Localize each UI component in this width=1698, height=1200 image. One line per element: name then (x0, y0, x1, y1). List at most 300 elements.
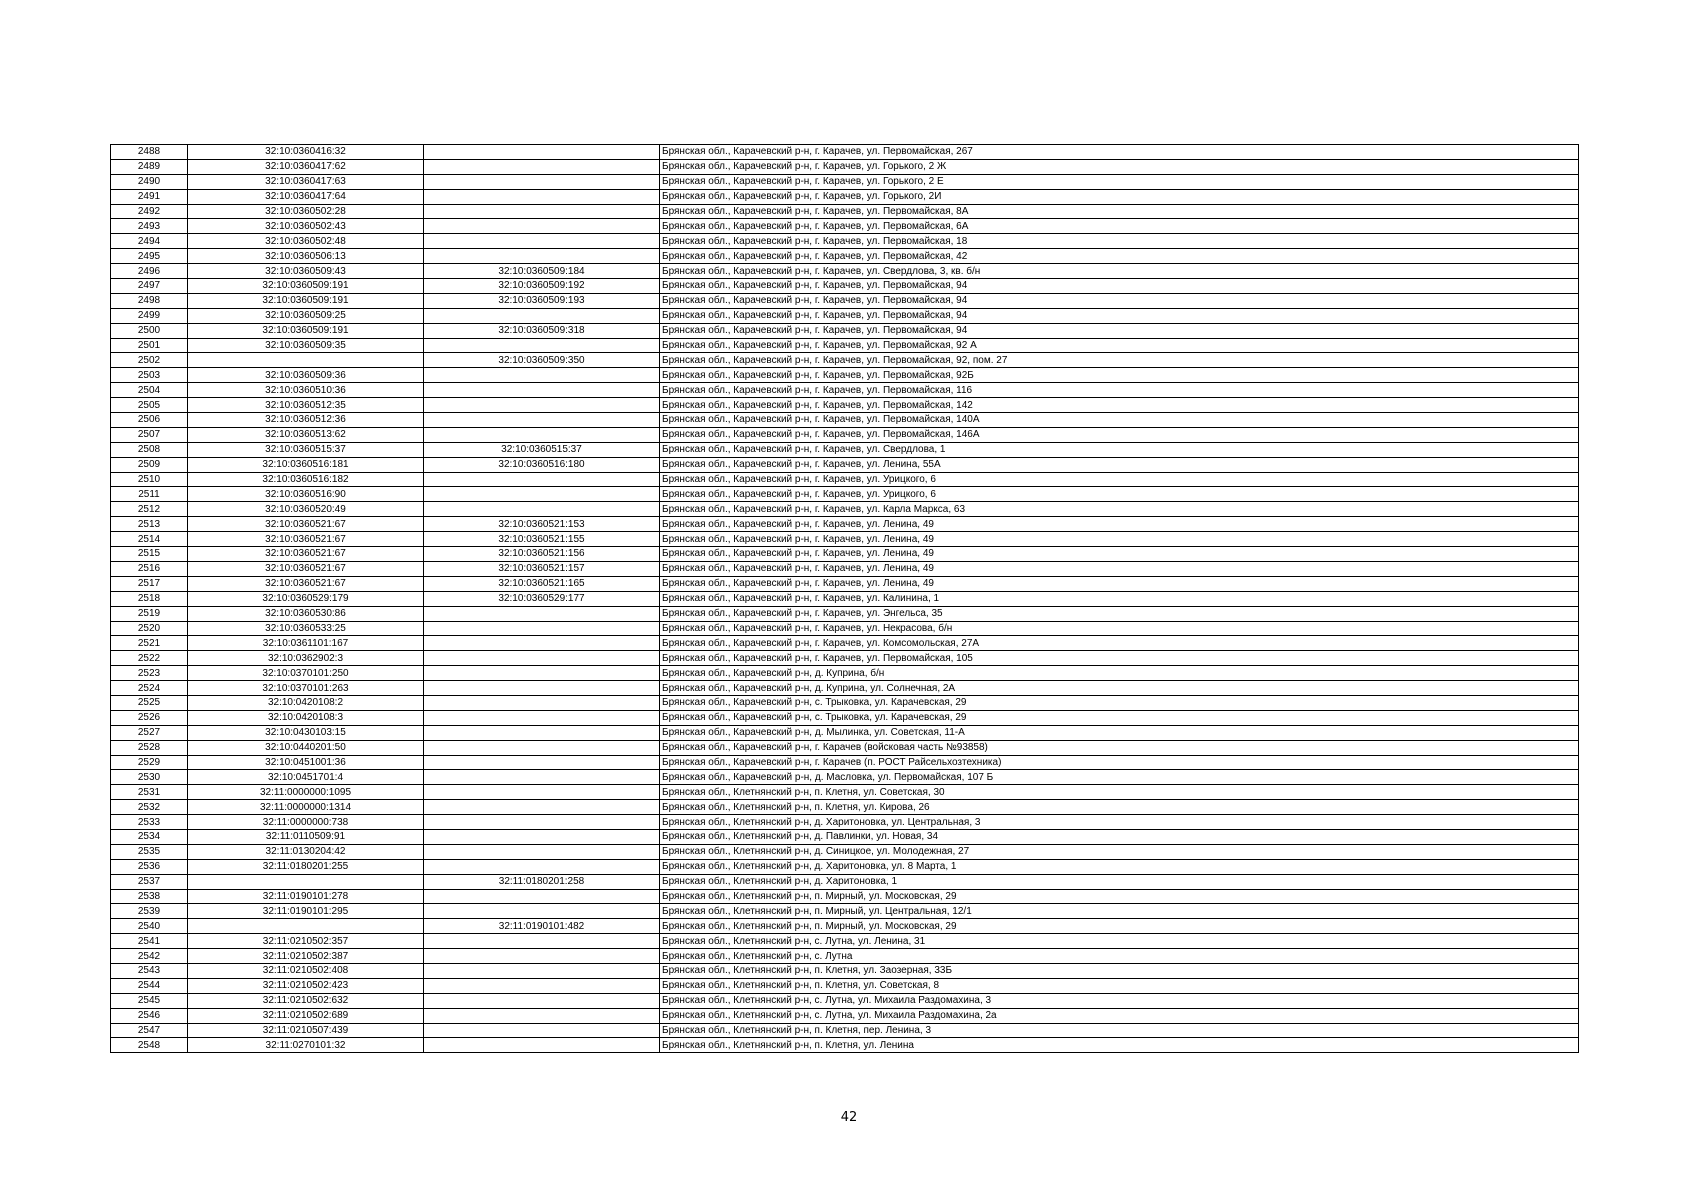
land-cadastral-number-cell: 32:10:0420108:2 (188, 695, 424, 710)
building-cadastral-number-cell (424, 189, 660, 204)
land-cadastral-number-cell: 32:10:0370101:263 (188, 681, 424, 696)
row-number-cell: 2493 (111, 219, 188, 234)
land-cadastral-number-cell: 32:10:0440201:50 (188, 740, 424, 755)
row-number-cell: 2539 (111, 904, 188, 919)
row-number-cell: 2543 (111, 963, 188, 978)
address-cell: Брянская обл., Карачевский р-н, г. Карачев, ул. Первомайская, 94 (660, 293, 1579, 308)
building-cadastral-number-cell (424, 785, 660, 800)
address-cell: Брянская обл., Клетнянский р-н, д. Харитоновка, ул. 8 Марта, 1 (660, 859, 1579, 874)
row-number-cell: 2535 (111, 844, 188, 859)
address-cell: Брянская обл., Карачевский р-н, г. Карачев, ул. Горького, 2И (660, 189, 1579, 204)
building-cadastral-number-cell: 32:10:0360509:184 (424, 264, 660, 279)
building-cadastral-number-cell (424, 145, 660, 160)
row-number-cell: 2506 (111, 413, 188, 428)
row-number-cell: 2530 (111, 770, 188, 785)
table-row (111, 651, 1579, 666)
row-number-cell: 2544 (111, 978, 188, 993)
address-cell: Брянская обл., Карачевский р-н, г. Карачев, ул. Первомайская, 94 (660, 308, 1579, 323)
table-row (111, 978, 1579, 993)
land-cadastral-number-cell: 32:11:0270101:32 (188, 1038, 424, 1053)
table-row (111, 413, 1579, 428)
building-cadastral-number-cell: 32:10:0360515:37 (424, 442, 660, 457)
table-row (111, 1038, 1579, 1053)
land-cadastral-number-cell: 32:11:0190101:278 (188, 889, 424, 904)
table-row (111, 904, 1579, 919)
table-row (111, 457, 1579, 472)
row-number-cell: 2526 (111, 710, 188, 725)
row-number-cell: 2546 (111, 1008, 188, 1023)
building-cadastral-number-cell (424, 1008, 660, 1023)
row-number-cell: 2524 (111, 681, 188, 696)
row-number-cell: 2518 (111, 591, 188, 606)
row-number-cell: 2517 (111, 576, 188, 591)
table-row (111, 963, 1579, 978)
address-cell: Брянская обл., Карачевский р-н, г. Карачев, ул. Урицкого, 6 (660, 487, 1579, 502)
row-number-cell: 2511 (111, 487, 188, 502)
table-row (111, 383, 1579, 398)
row-number-cell: 2490 (111, 174, 188, 189)
land-cadastral-number-cell: 32:10:0360533:25 (188, 621, 424, 636)
building-cadastral-number-cell (424, 934, 660, 949)
row-number-cell: 2491 (111, 189, 188, 204)
land-cadastral-number-cell: 32:10:0360509:25 (188, 308, 424, 323)
building-cadastral-number-cell (424, 636, 660, 651)
table-row (111, 934, 1579, 949)
building-cadastral-number-cell: 32:10:0360521:153 (424, 517, 660, 532)
table-row (111, 145, 1579, 160)
table-row (111, 293, 1579, 308)
table-row (111, 249, 1579, 264)
row-number-cell: 2501 (111, 338, 188, 353)
building-cadastral-number-cell: 32:10:0360521:155 (424, 532, 660, 547)
land-cadastral-number-cell: 32:10:0360521:67 (188, 547, 424, 562)
page-number: 42 (840, 1110, 858, 1125)
building-cadastral-number-cell: 32:10:0360521:156 (424, 547, 660, 562)
land-cadastral-number-cell: 32:10:0360509:35 (188, 338, 424, 353)
row-number-cell: 2500 (111, 323, 188, 338)
land-cadastral-number-cell: 32:10:0360506:13 (188, 249, 424, 264)
land-cadastral-number-cell: 32:10:0360516:181 (188, 457, 424, 472)
table-row (111, 576, 1579, 591)
row-number-cell: 2534 (111, 829, 188, 844)
row-number-cell: 2497 (111, 279, 188, 294)
row-number-cell: 2527 (111, 725, 188, 740)
address-cell: Брянская обл., Карачевский р-н, г. Карачев, ул. Первомайская, 142 (660, 398, 1579, 413)
land-cadastral-number-cell (188, 919, 424, 934)
address-cell: Брянская обл., Карачевский р-н, г. Карачев, ул. Ленина, 49 (660, 576, 1579, 591)
row-number-cell: 2529 (111, 755, 188, 770)
land-cadastral-number-cell: 32:10:0360530:86 (188, 606, 424, 621)
land-cadastral-number-cell: 32:11:0000000:1314 (188, 800, 424, 815)
table-row (111, 844, 1579, 859)
address-cell: Брянская обл., Карачевский р-н, г. Карачев, ул. Ленина, 55А (660, 457, 1579, 472)
building-cadastral-number-cell (424, 815, 660, 830)
table-row (111, 949, 1579, 964)
table-row (111, 532, 1579, 547)
land-cadastral-number-cell: 32:10:0360510:36 (188, 383, 424, 398)
address-cell: Брянская обл., Карачевский р-н, г. Карачев, ул. Урицкого, 6 (660, 472, 1579, 487)
address-cell: Брянская обл., Клетнянский р-н, п. Клетня, ул. Советская, 8 (660, 978, 1579, 993)
row-number-cell: 2541 (111, 934, 188, 949)
table-row (111, 621, 1579, 636)
table-row (111, 874, 1579, 889)
address-cell: Брянская обл., Карачевский р-н, г. Карачев, ул. Первомайская, 146А (660, 427, 1579, 442)
registry-table (110, 144, 1579, 1053)
land-cadastral-number-cell: 32:10:0360521:67 (188, 517, 424, 532)
building-cadastral-number-cell (424, 963, 660, 978)
table-row (111, 710, 1579, 725)
address-cell: Брянская обл., Клетнянский р-н, д. Харитоновка, 1 (660, 874, 1579, 889)
table-row (111, 1008, 1579, 1023)
row-number-cell: 2499 (111, 308, 188, 323)
row-number-cell: 2542 (111, 949, 188, 964)
table-row (111, 740, 1579, 755)
land-cadastral-number-cell: 32:11:0110509:91 (188, 829, 424, 844)
building-cadastral-number-cell: 32:10:0360521:157 (424, 561, 660, 576)
building-cadastral-number-cell (424, 308, 660, 323)
table-row (111, 204, 1579, 219)
row-number-cell: 2537 (111, 874, 188, 889)
building-cadastral-number-cell (424, 204, 660, 219)
row-number-cell: 2507 (111, 427, 188, 442)
building-cadastral-number-cell: 32:10:0360509:192 (424, 279, 660, 294)
building-cadastral-number-cell (424, 159, 660, 174)
table-row (111, 472, 1579, 487)
land-cadastral-number-cell: 32:10:0430103:15 (188, 725, 424, 740)
address-cell: Брянская обл., Карачевский р-н, г. Карачев (войсковая часть №93858) (660, 740, 1579, 755)
building-cadastral-number-cell (424, 770, 660, 785)
land-cadastral-number-cell: 32:10:0360417:64 (188, 189, 424, 204)
land-cadastral-number-cell: 32:10:0360516:182 (188, 472, 424, 487)
land-cadastral-number-cell (188, 353, 424, 368)
table-row (111, 859, 1579, 874)
row-number-cell: 2520 (111, 621, 188, 636)
land-cadastral-number-cell: 32:10:0360509:191 (188, 323, 424, 338)
row-number-cell: 2548 (111, 1038, 188, 1053)
row-number-cell: 2505 (111, 398, 188, 413)
address-cell: Брянская обл., Карачевский р-н, г. Карачев, ул. Первомайская, 116 (660, 383, 1579, 398)
building-cadastral-number-cell (424, 740, 660, 755)
address-cell: Брянская обл., Клетнянский р-н, п. Клетня, ул. Заозерная, 33Б (660, 963, 1579, 978)
table-row (111, 159, 1579, 174)
address-cell: Брянская обл., Клетнянский р-н, с. Лутна (660, 949, 1579, 964)
land-cadastral-number-cell: 32:10:0360513:62 (188, 427, 424, 442)
row-number-cell: 2519 (111, 606, 188, 621)
address-cell: Брянская обл., Карачевский р-н, д. Мылинка, ул. Советская, 11-А (660, 725, 1579, 740)
table-row (111, 591, 1579, 606)
building-cadastral-number-cell: 32:11:0190101:482 (424, 919, 660, 934)
address-cell: Брянская обл., Карачевский р-н, г. Карачев, ул. Первомайская, 42 (660, 249, 1579, 264)
building-cadastral-number-cell (424, 219, 660, 234)
row-number-cell: 2492 (111, 204, 188, 219)
address-cell: Брянская обл., Клетнянский р-н, п. Мирный, ул. Центральная, 12/1 (660, 904, 1579, 919)
row-number-cell: 2504 (111, 383, 188, 398)
row-number-cell: 2545 (111, 993, 188, 1008)
address-cell: Брянская обл., Клетнянский р-н, с. Лутна, ул. Михаила Раздомахина, 3 (660, 993, 1579, 1008)
building-cadastral-number-cell (424, 681, 660, 696)
building-cadastral-number-cell (424, 1038, 660, 1053)
table-row (111, 606, 1579, 621)
row-number-cell: 2508 (111, 442, 188, 457)
land-cadastral-number-cell: 32:10:0360509:191 (188, 293, 424, 308)
row-number-cell: 2533 (111, 815, 188, 830)
table-row (111, 800, 1579, 815)
table-row (111, 279, 1579, 294)
address-cell: Брянская обл., Карачевский р-н, г. Карачев, ул. Первомайская, 267 (660, 145, 1579, 160)
building-cadastral-number-cell (424, 234, 660, 249)
table-row (111, 174, 1579, 189)
building-cadastral-number-cell: 32:11:0180201:258 (424, 874, 660, 889)
address-cell: Брянская обл., Клетнянский р-н, п. Клетня, ул. Кирова, 26 (660, 800, 1579, 815)
row-number-cell: 2516 (111, 561, 188, 576)
table-row (111, 770, 1579, 785)
building-cadastral-number-cell: 32:10:0360509:350 (424, 353, 660, 368)
address-cell: Брянская обл., Клетнянский р-н, д. Харитоновка, ул. Центральная, 3 (660, 815, 1579, 830)
land-cadastral-number-cell: 32:10:0360417:62 (188, 159, 424, 174)
table-row (111, 889, 1579, 904)
row-number-cell: 2528 (111, 740, 188, 755)
building-cadastral-number-cell (424, 487, 660, 502)
land-cadastral-number-cell: 32:11:0130204:42 (188, 844, 424, 859)
land-cadastral-number-cell: 32:11:0000000:738 (188, 815, 424, 830)
table-row (111, 636, 1579, 651)
table-row (111, 695, 1579, 710)
row-number-cell: 2495 (111, 249, 188, 264)
land-cadastral-number-cell: 32:10:0360512:36 (188, 413, 424, 428)
building-cadastral-number-cell (424, 651, 660, 666)
table-row (111, 308, 1579, 323)
address-cell: Брянская обл., Карачевский р-н, г. Карачев, ул. Первомайская, 6А (660, 219, 1579, 234)
address-cell: Брянская обл., Карачевский р-н, г. Карачев, ул. Первомайская, 105 (660, 651, 1579, 666)
building-cadastral-number-cell (424, 472, 660, 487)
table-row (111, 561, 1579, 576)
address-cell: Брянская обл., Карачевский р-н, г. Карачев, ул. Первомайская, 92Б (660, 368, 1579, 383)
land-cadastral-number-cell: 32:10:0360416:32 (188, 145, 424, 160)
table-row (111, 189, 1579, 204)
address-cell: Брянская обл., Карачевский р-н, с. Трыковка, ул. Карачевская, 29 (660, 710, 1579, 725)
address-cell: Брянская обл., Карачевский р-н, г. Карачев, ул. Свердлова, 3, кв. б/н (660, 264, 1579, 279)
row-number-cell: 2498 (111, 293, 188, 308)
row-number-cell: 2503 (111, 368, 188, 383)
row-number-cell: 2509 (111, 457, 188, 472)
land-cadastral-number-cell: 32:10:0451001:36 (188, 755, 424, 770)
land-cadastral-number-cell: 32:11:0210507:439 (188, 1023, 424, 1038)
table-row (111, 338, 1579, 353)
land-cadastral-number-cell: 32:10:0360512:35 (188, 398, 424, 413)
land-cadastral-number-cell: 32:11:0210502:387 (188, 949, 424, 964)
address-cell: Брянская обл., Карачевский р-н, г. Карачев, ул. Первомайская, 94 (660, 323, 1579, 338)
row-number-cell: 2547 (111, 1023, 188, 1038)
row-number-cell: 2496 (111, 264, 188, 279)
land-cadastral-number-cell: 32:11:0210502:689 (188, 1008, 424, 1023)
address-cell: Брянская обл., Карачевский р-н, г. Карачев, ул. Ленина, 49 (660, 547, 1579, 562)
land-cadastral-number-cell: 32:10:0360509:43 (188, 264, 424, 279)
row-number-cell: 2510 (111, 472, 188, 487)
building-cadastral-number-cell (424, 398, 660, 413)
table-row (111, 666, 1579, 681)
building-cadastral-number-cell (424, 368, 660, 383)
table-row (111, 517, 1579, 532)
address-cell: Брянская обл., Карачевский р-н, г. Карачев, ул. Горького, 2 Ж (660, 159, 1579, 174)
table-row (111, 323, 1579, 338)
building-cadastral-number-cell (424, 755, 660, 770)
row-number-cell: 2538 (111, 889, 188, 904)
row-number-cell: 2515 (111, 547, 188, 562)
table-row (111, 398, 1579, 413)
row-number-cell: 2502 (111, 353, 188, 368)
building-cadastral-number-cell (424, 666, 660, 681)
address-cell: Брянская обл., Клетнянский р-н, п. Клетня, ул. Советская, 30 (660, 785, 1579, 800)
land-cadastral-number-cell: 32:11:0180201:255 (188, 859, 424, 874)
address-cell: Брянская обл., Карачевский р-н, д. Куприна, ул. Солнечная, 2А (660, 681, 1579, 696)
land-cadastral-number-cell: 32:10:0360509:191 (188, 279, 424, 294)
address-cell: Брянская обл., Карачевский р-н, г. Карачев, ул. Первомайская, 92 А (660, 338, 1579, 353)
address-cell: Брянская обл., Карачевский р-н, г. Карачев, ул. Первомайская, 94 (660, 279, 1579, 294)
land-cadastral-number-cell: 32:10:0360520:49 (188, 502, 424, 517)
building-cadastral-number-cell (424, 413, 660, 428)
building-cadastral-number-cell (424, 338, 660, 353)
address-cell: Брянская обл., Карачевский р-н, г. Карачев, ул. Карла Маркса, 63 (660, 502, 1579, 517)
row-number-cell: 2532 (111, 800, 188, 815)
address-cell: Брянская обл., Карачевский р-н, г. Карачев, ул. Калинина, 1 (660, 591, 1579, 606)
land-cadastral-number-cell: 32:10:0360516:90 (188, 487, 424, 502)
land-cadastral-number-cell: 32:10:0360502:48 (188, 234, 424, 249)
table-row (111, 829, 1579, 844)
address-cell: Брянская обл., Клетнянский р-н, п. Клетня, пер. Ленина, 3 (660, 1023, 1579, 1038)
row-number-cell: 2514 (111, 532, 188, 547)
building-cadastral-number-cell (424, 427, 660, 442)
address-cell: Брянская обл., Карачевский р-н, г. Карачев, ул. Свердлова, 1 (660, 442, 1579, 457)
address-cell: Брянская обл., Карачевский р-н, г. Карачев, ул. Ленина, 49 (660, 532, 1579, 547)
address-cell: Брянская обл., Карачевский р-н, г. Карачев (п. РОСТ Райсельхозтехника) (660, 755, 1579, 770)
address-cell: Брянская обл., Клетнянский р-н, с. Лутна, ул. Михаила Раздомахина, 2а (660, 1008, 1579, 1023)
row-number-cell: 2522 (111, 651, 188, 666)
building-cadastral-number-cell (424, 844, 660, 859)
building-cadastral-number-cell (424, 993, 660, 1008)
building-cadastral-number-cell (424, 710, 660, 725)
table-row (111, 755, 1579, 770)
table-row (111, 993, 1579, 1008)
land-cadastral-number-cell: 32:10:0360515:37 (188, 442, 424, 457)
building-cadastral-number-cell (424, 904, 660, 919)
building-cadastral-number-cell: 32:10:0360516:180 (424, 457, 660, 472)
address-cell: Брянская обл., Карачевский р-н, д. Масловка, ул. Первомайская, 107 Б (660, 770, 1579, 785)
address-cell: Брянская обл., Карачевский р-н, г. Карачев, ул. Первомайская, 92, пом. 27 (660, 353, 1579, 368)
land-cadastral-number-cell: 32:11:0190101:295 (188, 904, 424, 919)
building-cadastral-number-cell: 32:10:0360529:177 (424, 591, 660, 606)
building-cadastral-number-cell (424, 978, 660, 993)
address-cell: Брянская обл., Клетнянский р-н, д. Павлинки, ул. Новая, 34 (660, 829, 1579, 844)
address-cell: Брянская обл., Карачевский р-н, г. Карачев, ул. Горького, 2 Е (660, 174, 1579, 189)
land-cadastral-number-cell: 32:10:0360521:67 (188, 532, 424, 547)
address-cell: Брянская обл., Клетнянский р-н, д. Синицкое, ул. Молодежная, 27 (660, 844, 1579, 859)
row-number-cell: 2488 (111, 145, 188, 160)
table-row (111, 264, 1579, 279)
table-row (111, 919, 1579, 934)
building-cadastral-number-cell (424, 502, 660, 517)
address-cell: Брянская обл., Клетнянский р-н, п. Клетня, ул. Ленина (660, 1038, 1579, 1053)
table-row (111, 502, 1579, 517)
address-cell: Брянская обл., Клетнянский р-н, с. Лутна, ул. Ленина, 31 (660, 934, 1579, 949)
table-row (111, 442, 1579, 457)
address-cell: Брянская обл., Карачевский р-н, г. Карачев, ул. Первомайская, 8А (660, 204, 1579, 219)
building-cadastral-number-cell: 32:10:0360521:165 (424, 576, 660, 591)
address-cell: Брянская обл., Карачевский р-н, д. Куприна, б/н (660, 666, 1579, 681)
row-number-cell: 2521 (111, 636, 188, 651)
address-cell: Брянская обл., Карачевский р-н, г. Карачев, ул. Некрасова, б/н (660, 621, 1579, 636)
land-cadastral-number-cell: 32:11:0210502:632 (188, 993, 424, 1008)
table-row (111, 427, 1579, 442)
land-cadastral-number-cell: 32:11:0210502:357 (188, 934, 424, 949)
address-cell: Брянская обл., Клетнянский р-н, п. Мирный, ул. Московская, 29 (660, 919, 1579, 934)
land-cadastral-number-cell: 32:10:0420108:3 (188, 710, 424, 725)
building-cadastral-number-cell (424, 606, 660, 621)
land-cadastral-number-cell: 32:10:0451701:4 (188, 770, 424, 785)
address-cell: Брянская обл., Карачевский р-н, г. Карачев, ул. Ленина, 49 (660, 561, 1579, 576)
table-row (111, 368, 1579, 383)
address-cell: Брянская обл., Карачевский р-н, г. Карачев, ул. Ленина, 49 (660, 517, 1579, 532)
table-row (111, 785, 1579, 800)
land-cadastral-number-cell: 32:10:0360521:67 (188, 561, 424, 576)
row-number-cell: 2525 (111, 695, 188, 710)
building-cadastral-number-cell (424, 174, 660, 189)
row-number-cell: 2513 (111, 517, 188, 532)
address-cell: Брянская обл., Карачевский р-н, г. Карачев, ул. Первомайская, 18 (660, 234, 1579, 249)
row-number-cell: 2489 (111, 159, 188, 174)
land-cadastral-number-cell: 32:11:0000000:1095 (188, 785, 424, 800)
row-number-cell: 2523 (111, 666, 188, 681)
land-cadastral-number-cell: 32:10:0360529:179 (188, 591, 424, 606)
building-cadastral-number-cell (424, 695, 660, 710)
land-cadastral-number-cell (188, 874, 424, 889)
table-row (111, 725, 1579, 740)
table-row (111, 219, 1579, 234)
table-row (111, 815, 1579, 830)
address-cell: Брянская обл., Карачевский р-н, г. Карачев, ул. Первомайская, 140А (660, 413, 1579, 428)
table-row (111, 1023, 1579, 1038)
table-row (111, 234, 1579, 249)
address-cell: Брянская обл., Карачевский р-н, с. Трыковка, ул. Карачевская, 29 (660, 695, 1579, 710)
building-cadastral-number-cell (424, 383, 660, 398)
building-cadastral-number-cell (424, 859, 660, 874)
land-cadastral-number-cell: 32:11:0210502:423 (188, 978, 424, 993)
land-cadastral-number-cell: 32:10:0360521:67 (188, 576, 424, 591)
building-cadastral-number-cell (424, 829, 660, 844)
building-cadastral-number-cell: 32:10:0360509:193 (424, 293, 660, 308)
land-cadastral-number-cell: 32:11:0210502:408 (188, 963, 424, 978)
land-cadastral-number-cell: 32:10:0370101:250 (188, 666, 424, 681)
address-cell: Брянская обл., Карачевский р-н, г. Карачев, ул. Комсомольская, 27А (660, 636, 1579, 651)
building-cadastral-number-cell (424, 621, 660, 636)
land-cadastral-number-cell: 32:10:0362902:3 (188, 651, 424, 666)
table-row (111, 681, 1579, 696)
building-cadastral-number-cell (424, 249, 660, 264)
building-cadastral-number-cell: 32:10:0360509:318 (424, 323, 660, 338)
row-number-cell: 2512 (111, 502, 188, 517)
row-number-cell: 2494 (111, 234, 188, 249)
registry-table-body (111, 145, 1579, 1053)
table-row (111, 547, 1579, 562)
address-cell: Брянская обл., Клетнянский р-н, п. Мирный, ул. Московская, 29 (660, 889, 1579, 904)
building-cadastral-number-cell (424, 949, 660, 964)
land-cadastral-number-cell: 32:10:0360417:63 (188, 174, 424, 189)
building-cadastral-number-cell (424, 1023, 660, 1038)
building-cadastral-number-cell (424, 725, 660, 740)
land-cadastral-number-cell: 32:10:0360509:36 (188, 368, 424, 383)
address-cell: Брянская обл., Карачевский р-н, г. Карачев, ул. Энгельса, 35 (660, 606, 1579, 621)
land-cadastral-number-cell: 32:10:0361101:167 (188, 636, 424, 651)
building-cadastral-number-cell (424, 800, 660, 815)
